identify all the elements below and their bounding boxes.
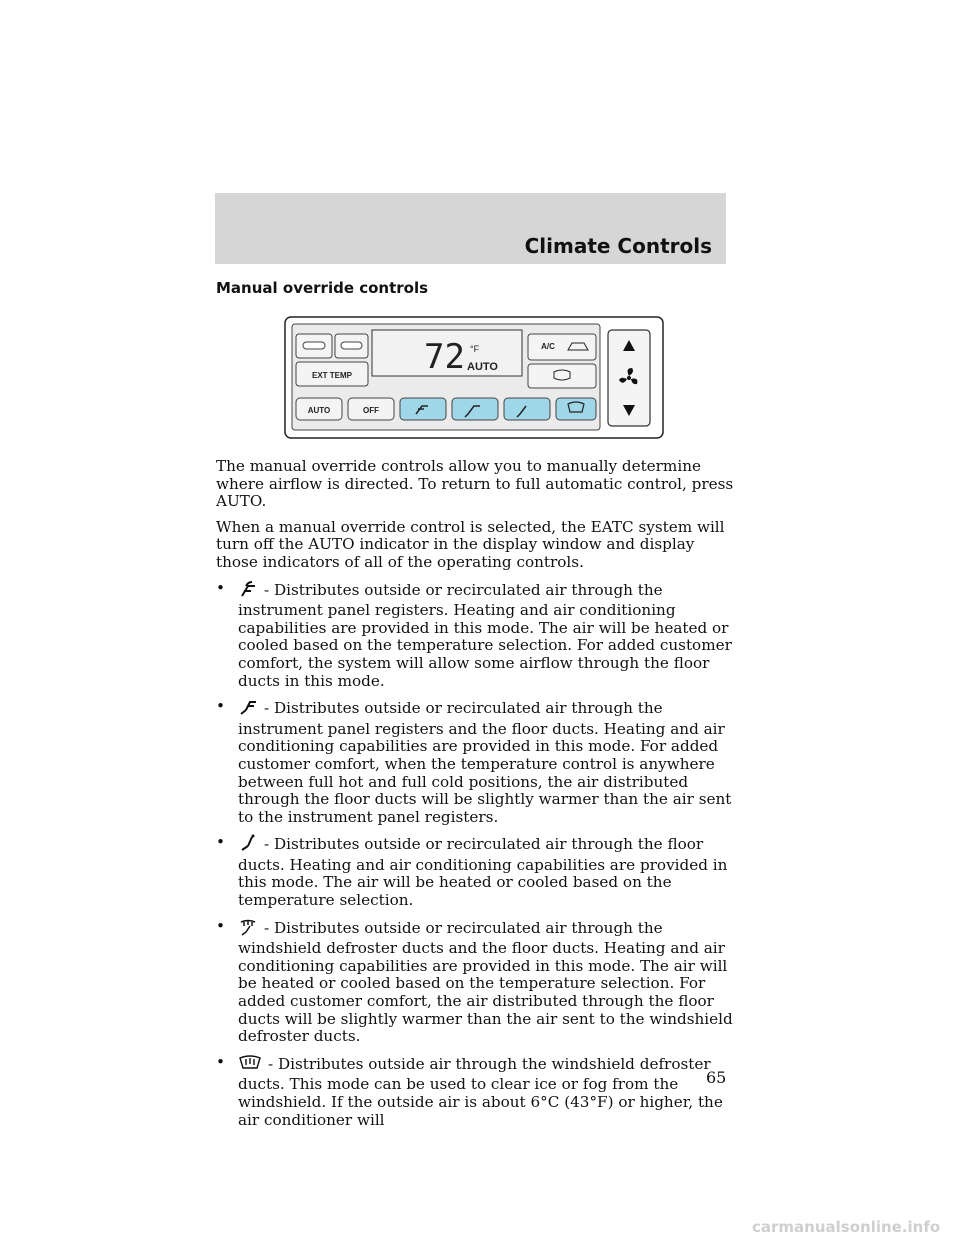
floor-defrost-icon xyxy=(238,918,258,941)
rear-defrost-button[interactable] xyxy=(528,364,596,388)
recirc-button[interactable] xyxy=(296,334,332,358)
floor-icon xyxy=(238,834,258,857)
display-temp: 72 xyxy=(424,337,465,377)
panel-vent-icon xyxy=(238,580,258,603)
auto-label: AUTO xyxy=(307,406,331,415)
watermark: carmanualsonline.info xyxy=(752,1218,941,1236)
off-label: OFF xyxy=(363,406,379,415)
defrost-icon xyxy=(238,1054,262,1077)
ac-button[interactable] xyxy=(528,334,596,360)
floor-mode-button[interactable] xyxy=(504,398,550,420)
display-mode: AUTO xyxy=(467,361,498,373)
list-item: • - Distributes outside or recirculated air through the instrument panel registers and the floor ducts. Heating and air conditioning capabilities are provided in this mode. For added customer comfort, when the temperature control is anywhere between full hot and full cold positions, the air distributed through the floor ducts will be slightly warmer than the air sent to the instrument panel registers. xyxy=(216,697,732,826)
bullet-text: - Distributes outside or recirculated air through the floor ducts. Heating and air conditioning capabilities are provided in this mode. The air will be heated or cooled based on the temperature selection. xyxy=(238,835,728,910)
page-title: Climate Controls xyxy=(524,234,712,258)
intro-paragraph-1: The manual override controls allow you to manually determine where airflow is directed. To return to full automatic control, press AUTO. xyxy=(216,457,734,511)
intro-paragraph-2: When a manual override control is selected, the EATC system will turn off the AUTO indicator in the display window and display those indicators of all of the operating controls. xyxy=(216,517,725,571)
list-item: • - Distributes outside or recirculated air through the instrument panel registers. Heating and air conditioning capabilities are provided in this mode. The air will be heated or cooled based on the temperature selection. For added customer comfort, the system will allow some airflow through the floor ducts in this mode. xyxy=(216,578,732,690)
off-button[interactable] xyxy=(348,398,394,420)
list-item: • - Distributes outside air through the windshield defroster ducts. This mode can be used to clear ice or fog from the windshield. If the outside air is about 6°C (43°F) or higher, the air conditioner will xyxy=(216,1052,723,1129)
bullet-text: - Distributes outside air through the windshield defroster ducts. This mode can be used to clear ice or fog from the windshield. If the outside air is about 6°C (43°F) or higher, the air conditioner will xyxy=(238,1054,723,1129)
section-heading: Manual override controls xyxy=(216,279,429,297)
page-number: 65 xyxy=(706,1068,727,1087)
bullet-text: - Distributes outside or recirculated air through the instrument panel registers. Heating and air conditioning capabilities are provided in this mode. The air will be heated or cooled based on the temperature selection. For added customer comfort, the system will allow some airflow through the floor ducts in this mode. xyxy=(238,580,732,690)
fan-speed-rocker[interactable] xyxy=(608,330,650,426)
floor-defrost-mode-button[interactable] xyxy=(556,398,596,420)
body-text xyxy=(216,458,736,1137)
auto-button[interactable] xyxy=(296,398,342,420)
bullet-text: - Distributes outside or recirculated air through the instrument panel registers and the floor ducts. Heating and air conditioning capabilities are provided in this mode. For added customer comfort, when the temperature control is anywhere between full hot and full cold positions, the air distributed through the floor ducts will be slightly warmer than the air sent to the instrument panel registers. xyxy=(238,699,732,826)
bullet-text: - Distributes outside or recirculated air through the windshield defroster ducts and the floor ducts. Heating and air conditioning capabilities are provided in this mode. The air will be heated or cooled based on the temperature selection. For added customer comfort, the air distributed through the floor ducts will be slightly warmer than the air sent to the windshield defroster ducts. xyxy=(238,918,733,1046)
panel-floor-icon xyxy=(238,698,258,721)
ext-temp-label: EXT TEMP xyxy=(311,371,353,380)
display-unit: °F xyxy=(470,344,480,354)
ac-label: A/C xyxy=(541,342,555,351)
list-item: • - Distributes outside or recirculated air through the floor ducts. Heating and air conditioning capabilities are provided in this mode. The air will be heated or cooled based on the temperature selection. xyxy=(216,833,728,910)
list-item: • - Distributes outside or recirculated air through the windshield defroster ducts and the floor ducts. Heating and air conditioning capabilities are provided in this mode. The air will be heated or cooled based on the temperature selection. For added customer comfort, the air distributed through the floor ducts will be slightly warmer than the air sent to the windshield defroster ducts. xyxy=(216,916,733,1046)
panel-floor-mode-button[interactable] xyxy=(452,398,498,420)
ext-temp-button[interactable] xyxy=(296,362,368,386)
outside-air-button[interactable] xyxy=(335,334,368,358)
header-band xyxy=(215,193,726,264)
panel-mode-button[interactable] xyxy=(400,398,446,420)
climate-control-panel xyxy=(284,316,664,440)
